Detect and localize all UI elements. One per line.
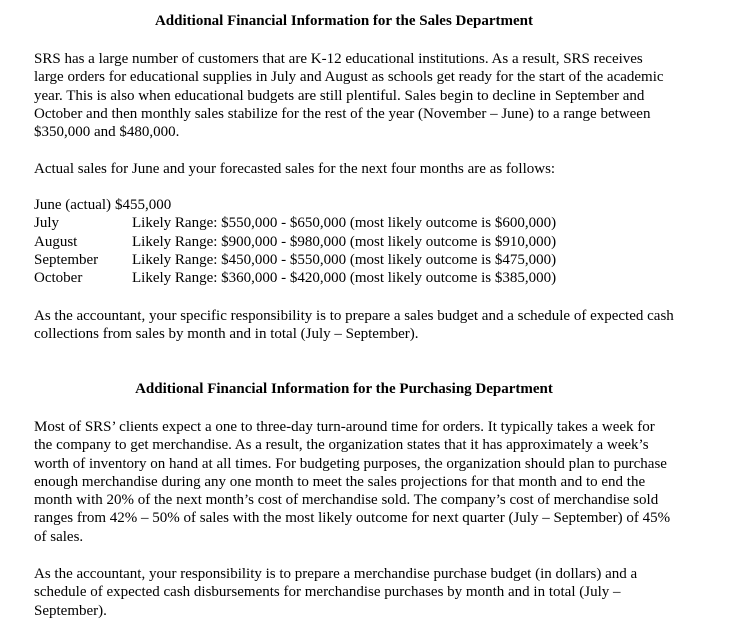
forecast-row-july [34,214,674,232]
forecast-value: Likely Range: $550,000 - $650,000 (most likely outcome is $600,000) [132,215,557,232]
forecast-value: Likely Range: $900,000 - $980,000 (most likely outcome is $910,000) [132,233,557,250]
forecast-value: Likely Range: $360,000 - $420,000 (most likely outcome is $385,000) [132,270,557,287]
purchasing-intro-paragraph: Most of SRS’ clients expect a one to three-day turn-around time for orders. It typically takes a week for the company to get merchandise. As a result, the organization states that it has approximately a week’s worth of inventory on hand at all times. For budgeting purposes, the organization should plan to purchase enough merchandise during any one month to meet the sales projections for that month and to end the month with 20% of the next month’s cost of merchandise sold. The company’s cost of merchandise sold ranges from 42% – 50% of sales with the most likely outcome for next quarter (July – September) of 45% of sales. [34,419,671,545]
forecast-intro-paragraph: Actual sales for June and your forecasted sales for the next four months are as follows: [34,161,556,177]
forecast-row-september [34,251,674,269]
sales-forecast-list [34,196,674,287]
sales-responsibility-paragraph: As the accountant, your specific responsibility is to prepare a sales budget and a schedule of expected cash collections from sales by month and in total (July – September). [34,308,674,343]
forecast-month: October [34,270,83,287]
forecast-month: August [34,233,78,250]
forecast-month: July [34,215,60,232]
forecast-value: Likely Range: $450,000 - $550,000 (most likely outcome is $475,000) [132,251,557,268]
forecast-month: June (actual) [34,197,112,213]
forecast-row-october [34,269,674,287]
sales-section-heading: Additional Financial Information for the Sales Department [154,13,534,29]
sales-intro-paragraph: SRS has a large number of customers that are K-12 educational institutions. As a result, SRS receives large orders for educational supplies in July and August as schools get ready for the start of the academic year. This is also when educational budgets are still plentiful. Sales begin to decline in September and October and then monthly sales stabilize for the rest of the year (November – June) to a range between $350,000 and $480,000. [34,51,664,141]
purchasing-section-heading: Additional Financial Information for the Purchasing Department [135,381,553,397]
forecast-month: September [34,251,99,268]
forecast-value: $455,000 [115,197,172,213]
forecast-row-august [34,233,674,251]
forecast-row-june [34,196,674,214]
purchasing-responsibility-paragraph: As the accountant, your responsibility is to prepare a merchandise purchase budget (in dollars) and a schedule of expected cash disbursements for merchandise purchases by month and in total (July – September). [34,566,638,619]
